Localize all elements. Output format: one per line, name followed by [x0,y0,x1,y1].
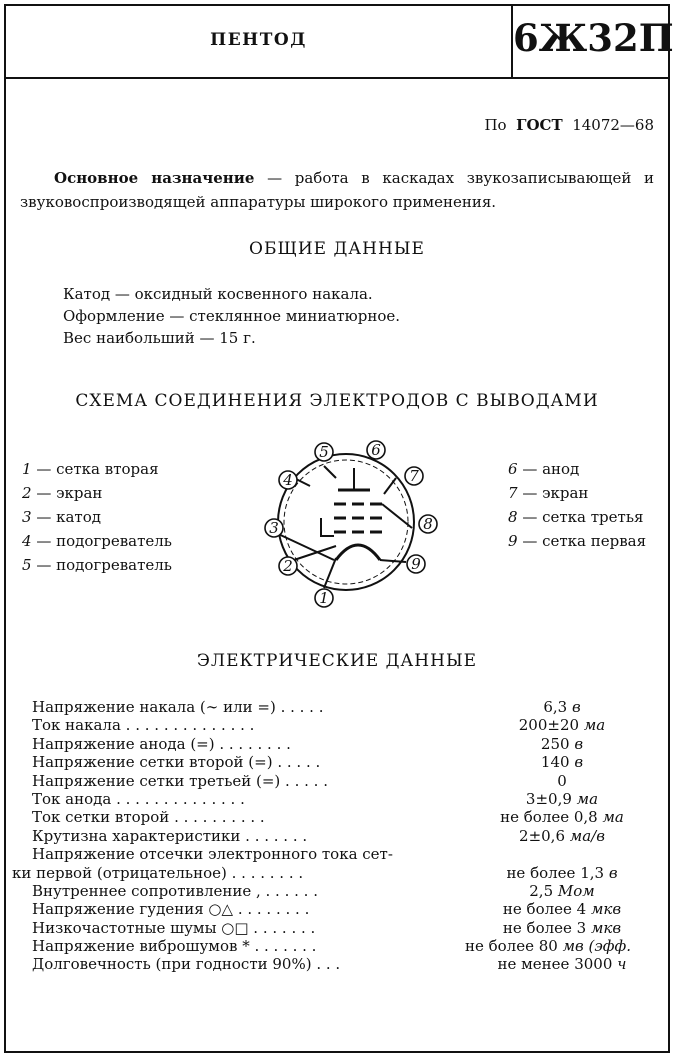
parameter-value: не более 80 мв (эфф. [464,937,632,956]
cathode-heater [336,545,380,560]
parameter-row [32,790,664,808]
parameter-name: Напряжение сетки второй (=) . . . . . [32,753,321,772]
general-line-cathode: Катод — оксидный косвенного накала. [63,285,373,303]
grid-lead [321,518,334,536]
electrical-heading: ЭЛЕКТРИЧЕСКИЕ ДАННЫЕ [196,651,478,671]
purpose-lead: Основное назначение [54,169,255,187]
parameter-row [32,808,664,826]
pin-right-9: 9 — сетка первая [508,532,647,550]
parameter-row [32,716,664,734]
parameter-name: Напряжение отсечки электронного тока сет- [32,845,393,864]
gost-label: ГОСТ [516,116,563,134]
parameter-name: Напряжение накала (∼ или =) . . . . . [32,698,324,716]
parameter-value: не более 1,3 в [506,863,618,882]
diagram-pin-3: 3 [269,519,279,537]
pin-list-left [22,457,172,577]
pin-list-right [508,457,646,553]
pin-left-5: 5 — подогреватель [22,556,172,574]
parameter-row [32,735,664,753]
general-data [63,283,400,349]
gost-number: 14072—68 [572,116,654,134]
screen-ring [284,460,408,584]
parameter-name: Ток сетки второй . . . . . . . . . . [32,808,265,827]
parameter-name: Напряжение гудения ○△ . . . . . . . . [32,900,310,919]
parameter-value: 2±0,6 ма/в [519,826,605,845]
parameter-row [32,827,664,845]
parameter-row [32,753,664,771]
pin-left-3: 3 — катод [22,508,101,526]
parameter-row [12,863,664,882]
pin-right-8: 8 — сетка третья [508,508,644,526]
gost-reference [484,116,654,134]
general-line-weight: Вес наибольший — 15 г. [63,329,256,347]
parameter-name: Крутизна характеристики . . . . . . . [32,826,308,845]
parameter-name: Низкочастотные шумы ○□ . . . . . . . [32,918,316,937]
parameter-row [32,845,664,863]
diagram-pin-4: 4 [283,471,293,489]
pin-right-6: 6 — анод [508,460,580,478]
tube-envelope [278,454,414,590]
parameter-row [32,882,664,900]
parameter-name: Долговечность (при годности 90%) . . . [32,955,341,974]
parameter-name: Внутреннее сопротивление , . . . . . . [32,881,318,900]
pin-right-7: 7 — экран [508,484,589,502]
parameter-value: 2,5 Мом [529,881,595,900]
parameter-row [32,919,664,937]
pin-left-1: 1 — сетка вторая [22,460,159,478]
diagram-pin-5: 5 [319,443,329,461]
purpose-text: — работа в каскадах звукозаписывающей и звуковоспроизводящей аппаратуры широкого применения. [20,169,654,211]
parameter-value: 0 [557,771,567,790]
parameter-value: 140 в [540,753,584,772]
parameter-value: не более 3 мкв [502,918,622,937]
parameter-name: Напряжение виброшумов * . . . . . . . [32,937,317,956]
scheme-heading: СХЕМА СОЕДИНЕНИЯ ЭЛЕКТРОДОВ С ВЫВОДАМИ [75,391,599,411]
parameter-name: Напряжение анода (=) . . . . . . . . [32,734,291,753]
parameter-row [32,955,664,973]
parameter-row [32,772,664,790]
header [6,6,674,79]
electrical-parameters [12,698,664,974]
diagram-pin-9: 9 [411,555,421,573]
datasheet-page [4,4,674,1053]
parameter-name: Ток накала . . . . . . . . . . . . . . [32,716,255,735]
parameter-name: Ток анода . . . . . . . . . . . . . . [32,789,245,808]
diagram-pin-1: 1 [319,589,329,607]
diagram-pin-7: 7 [409,467,419,485]
gost-prefix: По [484,116,507,134]
parameter-value: не менее 3000 ч [497,955,627,974]
diagram-pin-8: 8 [423,515,433,533]
parameter-row [32,900,664,918]
purpose-paragraph [20,166,654,214]
parameter-value: 6,3 в [543,698,581,716]
header-title: ПЕНТОД [210,30,307,50]
parameter-value: 250 в [540,734,584,753]
parameter-name: ки первой (отрицательное) . . . . . . . . [12,863,304,882]
general-heading: ОБЩИЕ ДАННЫЕ [249,239,425,259]
diagram-pin-6: 6 [371,441,381,459]
parameter-value: не более 0,8 ма [500,808,624,827]
parameter-value: не более 4 мкв [502,900,622,919]
parameter-name: Напряжение сетки третьей (=) . . . . . [32,771,328,790]
tube-type-code: 6Ж32П [513,16,674,60]
pin-left-2: 2 — экран [22,484,103,502]
parameter-row [32,698,664,716]
general-line-design: Оформление — стеклянное миниатюрное. [63,307,401,325]
pin-left-4: 4 — подогреватель [22,532,172,550]
parameter-row [32,937,664,955]
parameter-value: 3±0,9 ма [525,789,599,808]
parameter-value: 200±20 ма [518,716,606,735]
electrode-diagram [246,438,446,608]
diagram-pin-2: 2 [283,557,293,575]
